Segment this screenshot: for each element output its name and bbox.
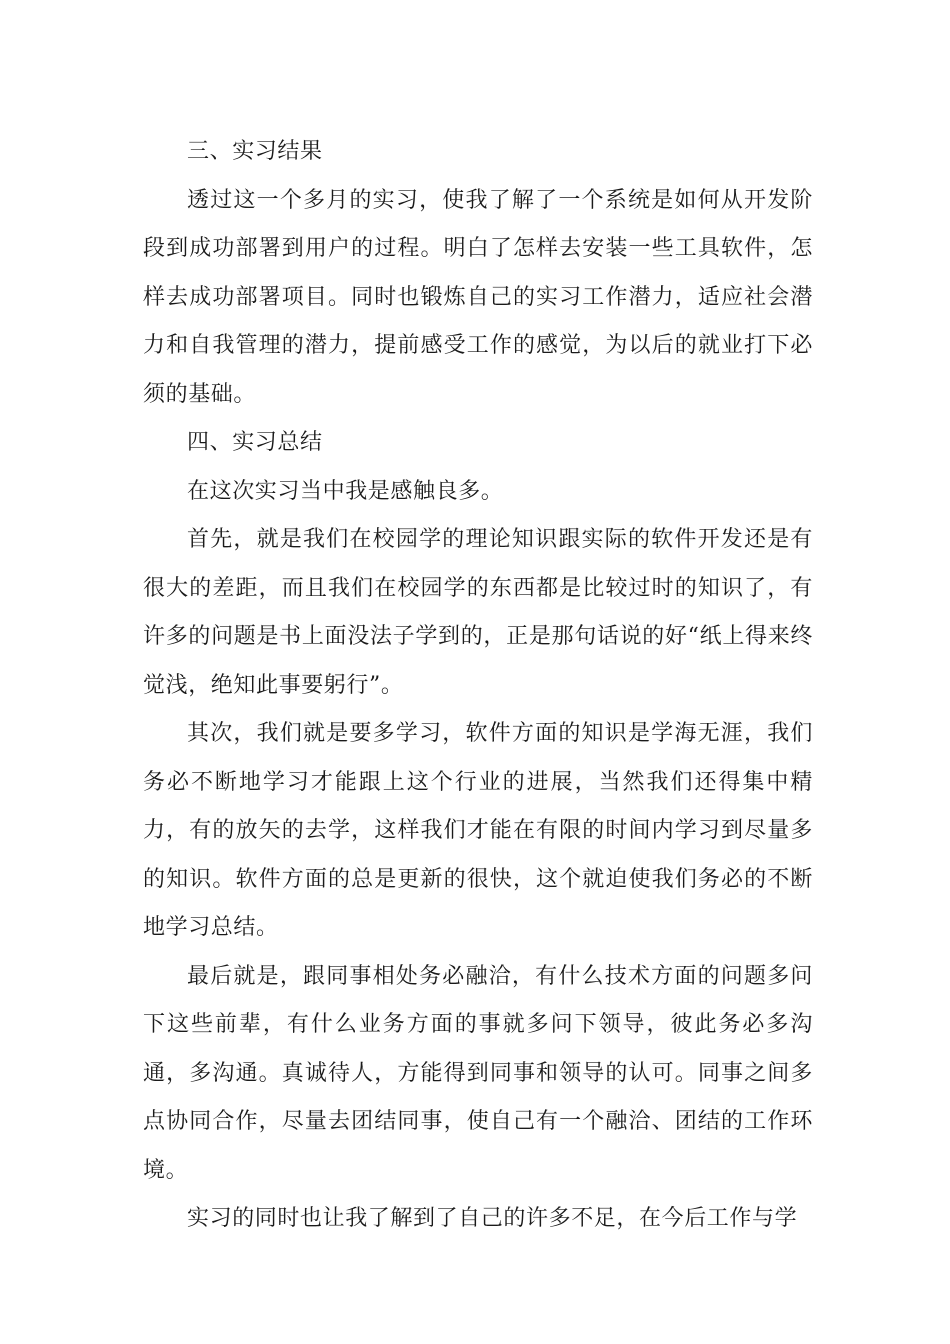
paragraph-results: 透过这一个多月的实习，使我了解了一个系统是如何从开发阶段到成功部署到用户的过程。明白了怎样去安装一些工具软件，怎样去成功部署项目。同时也锻炼自己的实习工作潜力，适应社会潜力和自我管理的潜力，提前感受工作的感觉，为以后的就业打下必须的基础。 (143, 187, 813, 407)
paragraph-summary-intro: 在这次实习当中我是感触良多。 (187, 478, 504, 504)
section-heading-results: 三、实习结果 (187, 139, 323, 164)
paragraph-last-point: 最后就是，跟同事相处务必融洽，有什么技术方面的问题多问下这些前辈，有什么业务方面的事就多问下领导，彼此务必多沟通，多沟通。真诚待人，方能得到同事和领导的认可。同事之间多点协同合作，尽量去团结同事，使自己有一个融洽、团结的工作环境。 (143, 963, 813, 1183)
paragraph-closing: 实习的同时也让我了解到了自己的许多不足，在今后工作与学 (187, 1206, 798, 1231)
document-body (143, 128, 813, 1244)
section-heading-summary: 四、实习总结 (187, 430, 323, 455)
paragraph-first-point: 首先，就是我们在校园学的理论知识跟实际的软件开发还是有很大的差距，而且我们在校园学的东西都是比较过时的知识了，有许多的问题是书上面没法子学到的，正是那句话说的好“纸上得来终觉浅，绝知此事要躬行”。 (143, 527, 813, 698)
paragraph-second-point: 其次，我们就是要多学习，软件方面的知识是学海无涯，我们务必不断地学习才能跟上这个行业的进展，当然我们还得集中精力，有的放矢的去学，这样我们才能在有限的时间内学习到尽量多的知识。软件方面的总是更新的很快，这个就迫使我们务必的不断地学习总结。 (143, 721, 813, 940)
